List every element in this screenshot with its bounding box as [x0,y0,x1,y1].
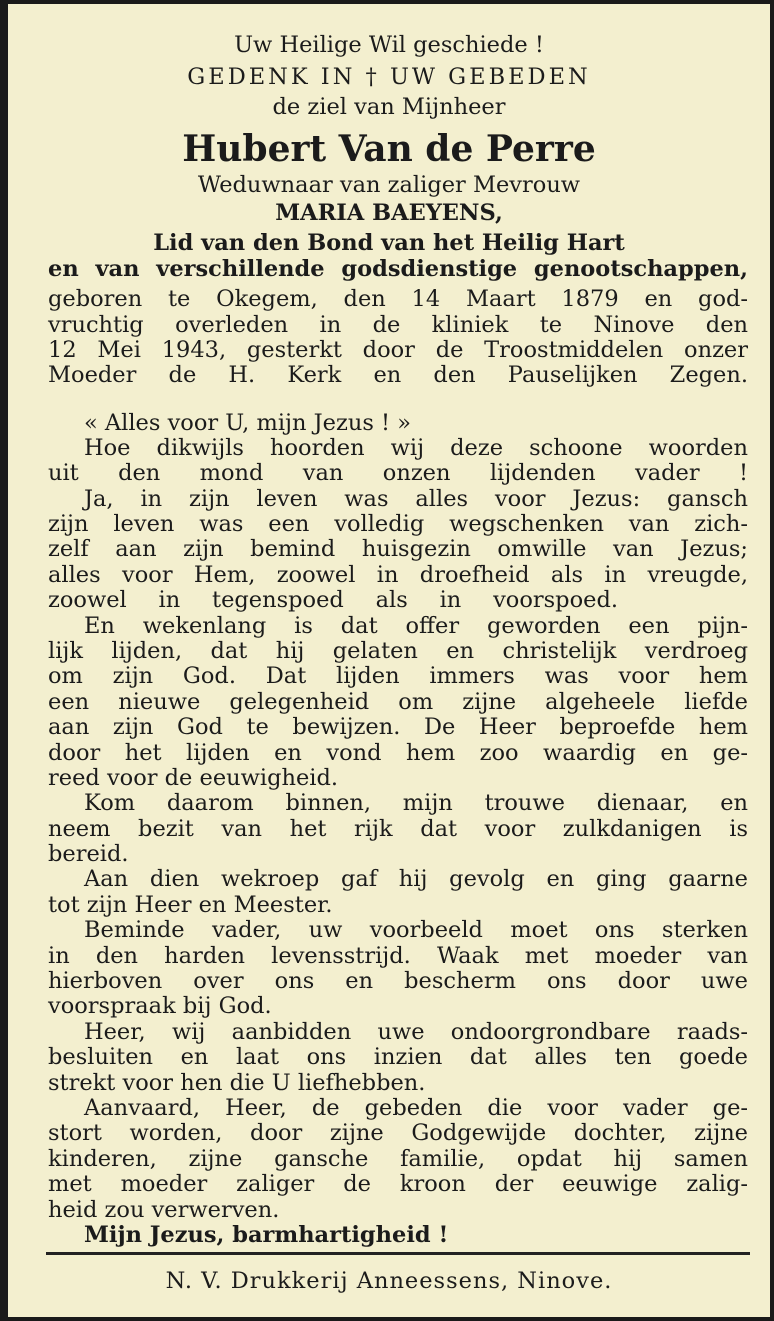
body-line: neem bezit van het rijk dat voor zulkdanigen is [48,816,748,842]
header-gedenk: GEDENK IN † UW GEBEDEN [187,64,591,90]
membership-line-1: Lid van den Bond van het Heilig Hart [153,230,625,256]
body-line: met moeder zaliger de kroon der eeuwige zalig- [48,1171,748,1197]
body-line: reed voor de eeuwigheid. [48,765,339,791]
body-line: Heer, wij aanbidden uwe ondoorgrondbare raads- [84,1019,748,1045]
body-line: bereid. [48,841,129,867]
body-line: strekt voor hen die U liefhebben. [48,1070,426,1096]
body-line: tot zijn Heer en Meester. [48,892,333,918]
header-prayer: Uw Heilige Wil geschiede ! [234,32,544,58]
closing-prayer: Mijn Jezus, barmhartigheid ! [84,1222,449,1248]
body-line: om zijn God. Dat lijden immers was voor hem [48,663,748,689]
divider-rule [46,1252,750,1255]
body-line: door het lijden en vond hem zoo waardig en ge- [48,740,748,766]
widower-line: Weduwnaar van zaliger Mevrouw [197,172,581,198]
body-line: zelf aan zijn bemind huisgezin omwille van Jezus; [48,536,748,562]
body-line: Aanvaard, Heer, de gebeden die voor vader ge- [84,1095,748,1121]
body-line: alles voor Hem, zoowel in droefheid als in vreugde, [48,562,748,588]
body-line: Beminde vader, uw voorbeeld moet ons sterken [84,917,748,943]
body-line: zijn leven was een volledig wegschenken van zich- [48,511,748,537]
membership-line-2: en van verschillende godsdienstige genootschappen, [48,256,748,282]
body-line: uit den mond van onzen lijdenden vader ! [48,460,748,486]
body-line: « Alles voor U, mijn Jezus ! » [84,410,411,436]
bio-line: geboren te Okegem, den 14 Maart 1879 en god- [48,286,748,312]
deceased-name: Hubert Van de Perre [182,128,596,170]
body-line: kinderen, zijne gansche familie, opdat hij samen [48,1146,748,1172]
bio-line: vruchtig overleden in de kliniek te Ninove den [48,312,748,338]
body-line: aan zijn God te bewijzen. De Heer beproefde hem [48,714,748,740]
body-line: En wekenlang is dat offer geworden een pijn- [84,613,748,639]
body-line: een nieuwe gelegenheid om zijne algeheele liefde [48,689,748,715]
body-line: in den harden levensstrijd. Waak met moeder van [48,943,748,969]
body-line: Ja, in zijn leven was alles voor Jezus: gansch [84,486,748,512]
spouse-name: MARIA BAEYENS, [275,200,503,226]
body-line: voorspraak bij God. [48,993,272,1019]
bio-line: 12 Mei 1943, gesterkt door de Troostmiddelen onzer [48,337,748,363]
body-line: zoowel in tegenspoed als in voorspoed. [48,587,618,613]
memorial-card [8,4,770,1317]
body-line: stort worden, door zijne Godgewijde dochter, zijne [48,1120,748,1146]
body-line: Kom daarom binnen, mijn trouwe dienaar, en [84,790,748,816]
body-line: hierboven over ons en bescherm ons door uwe [48,968,748,994]
header-ziel: de ziel van Mijnheer [272,94,506,120]
body-line: Aan dien wekroep gaf hij gevolg en ging gaarne [84,866,748,892]
body-line: lijk lijden, dat hij gelaten en christelijk verdroeg [48,638,748,664]
bio-line: Moeder de H. Kerk en den Pauselijken Zegen. [48,362,748,388]
printer-credit: N. V. Drukkerij Anneessens, Ninove. [165,1268,613,1294]
body-line: Hoe dikwijls hoorden wij deze schoone woorden [84,435,748,461]
body-line: heid zou verwerven. [48,1197,280,1223]
body-line: besluiten en laat ons inzien dat alles ten goede [48,1044,748,1070]
